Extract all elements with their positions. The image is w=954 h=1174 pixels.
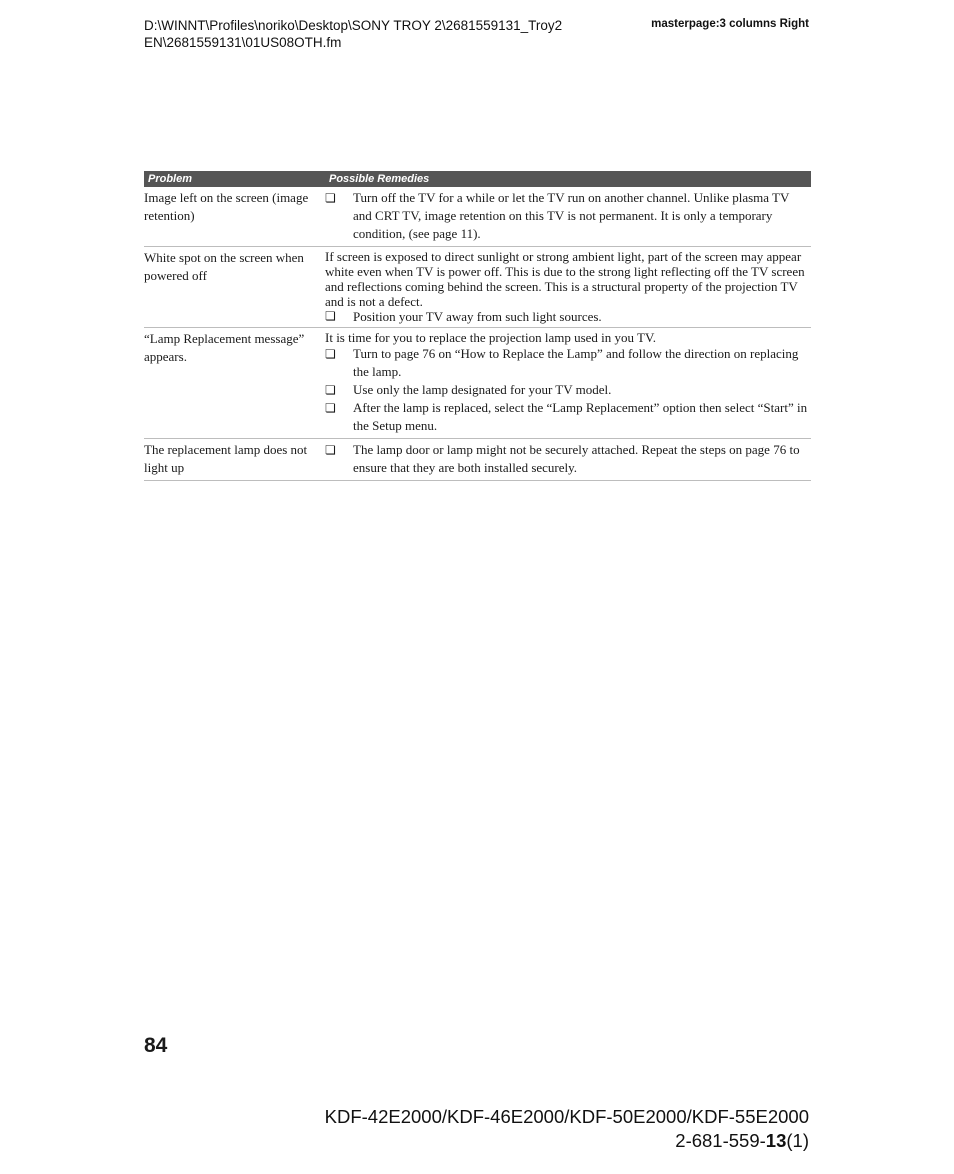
masterpage-label: masterpage:3 columns Right [651,18,809,30]
remedies-cell [325,189,811,243]
remedy-note: If screen is exposed to direct sunlight or strong ambient light, part of the screen may appear white even when TV is power off. This is due to the strong light reflecting off the TV screen and reflections coming behind the screen. This is a structural property of the projection TV and is not a defect. [325,249,805,309]
remedy-item [325,441,811,477]
column-header-remedies: Possible Remedies [329,173,430,185]
checkbox-bullet-icon: ❏ [325,383,336,397]
remedy-text: Position your TV away from such light sources. [353,309,602,324]
document-code-bold: 13 [765,1130,787,1151]
remedy-text: Use only the lamp designated for your TV model. [353,382,612,397]
checkbox-bullet-icon: ❏ [325,191,336,205]
page-number: 84 [144,1034,168,1057]
remedy-text: After the lamp is replaced, select the “Lamp Replacement” option then select “Start” in the Setup menu. [353,400,808,433]
remedy-item [325,309,811,324]
remedies-cell [325,330,811,435]
remedy-item [325,381,811,399]
table-row [144,187,811,247]
table-header [144,171,811,187]
problem-cell: White spot on the screen when powered off [144,250,304,283]
remedy-text: The lamp door or lamp might not be securely attached. Repeat the steps on page 76 to ensure that they are both installed securely. [353,442,800,475]
problem-cell: The replacement lamp does not light up [144,442,308,475]
model-numbers: KDF-42E2000/KDF-46E2000/KDF-50E2000/KDF-55E2000 [324,1106,809,1127]
problem-cell: Image left on the screen (image retention) [144,190,309,223]
table-row [144,328,811,439]
remedy-item [325,345,811,381]
remedy-item [325,189,811,243]
troubleshooting-table [144,171,811,481]
checkbox-bullet-icon: ❏ [325,309,336,323]
file-path-header [144,17,562,51]
file-path-line-1: D:\WINNT\Profiles\noriko\Desktop\SONY TROY 2\2681559131_Troy2 [144,18,563,33]
document-code-prefix: 2-681-559- [675,1130,766,1151]
remedy-text: Turn off the TV for a while or let the TV run on another channel. Unlike plasma TV and CRT TV, image retention on this TV is not permanent. It is only a temporary condition, (see page 11). [353,190,790,241]
footer [325,1105,809,1153]
remedies-cell [325,249,811,324]
table-row [144,247,811,328]
file-path-line-2: EN\2681559131\01US08OTH.fm [144,35,342,50]
remedy-item [325,399,811,435]
document-code [325,1129,809,1153]
problem-cell: “Lamp Replacement message” appears. [144,331,305,364]
checkbox-bullet-icon: ❏ [325,401,336,415]
checkbox-bullet-icon: ❏ [325,443,336,457]
remedy-text: Turn to page 76 on “How to Replace the Lamp” and follow the direction on replacing the lamp. [353,346,799,379]
column-header-problem: Problem [148,173,193,185]
checkbox-bullet-icon: ❏ [325,347,336,361]
remedies-cell [325,441,811,477]
table-row [144,439,811,481]
remedy-note: It is time for you to replace the projection lamp used in you TV. [325,330,656,345]
document-code-suffix: (1) [786,1130,809,1151]
